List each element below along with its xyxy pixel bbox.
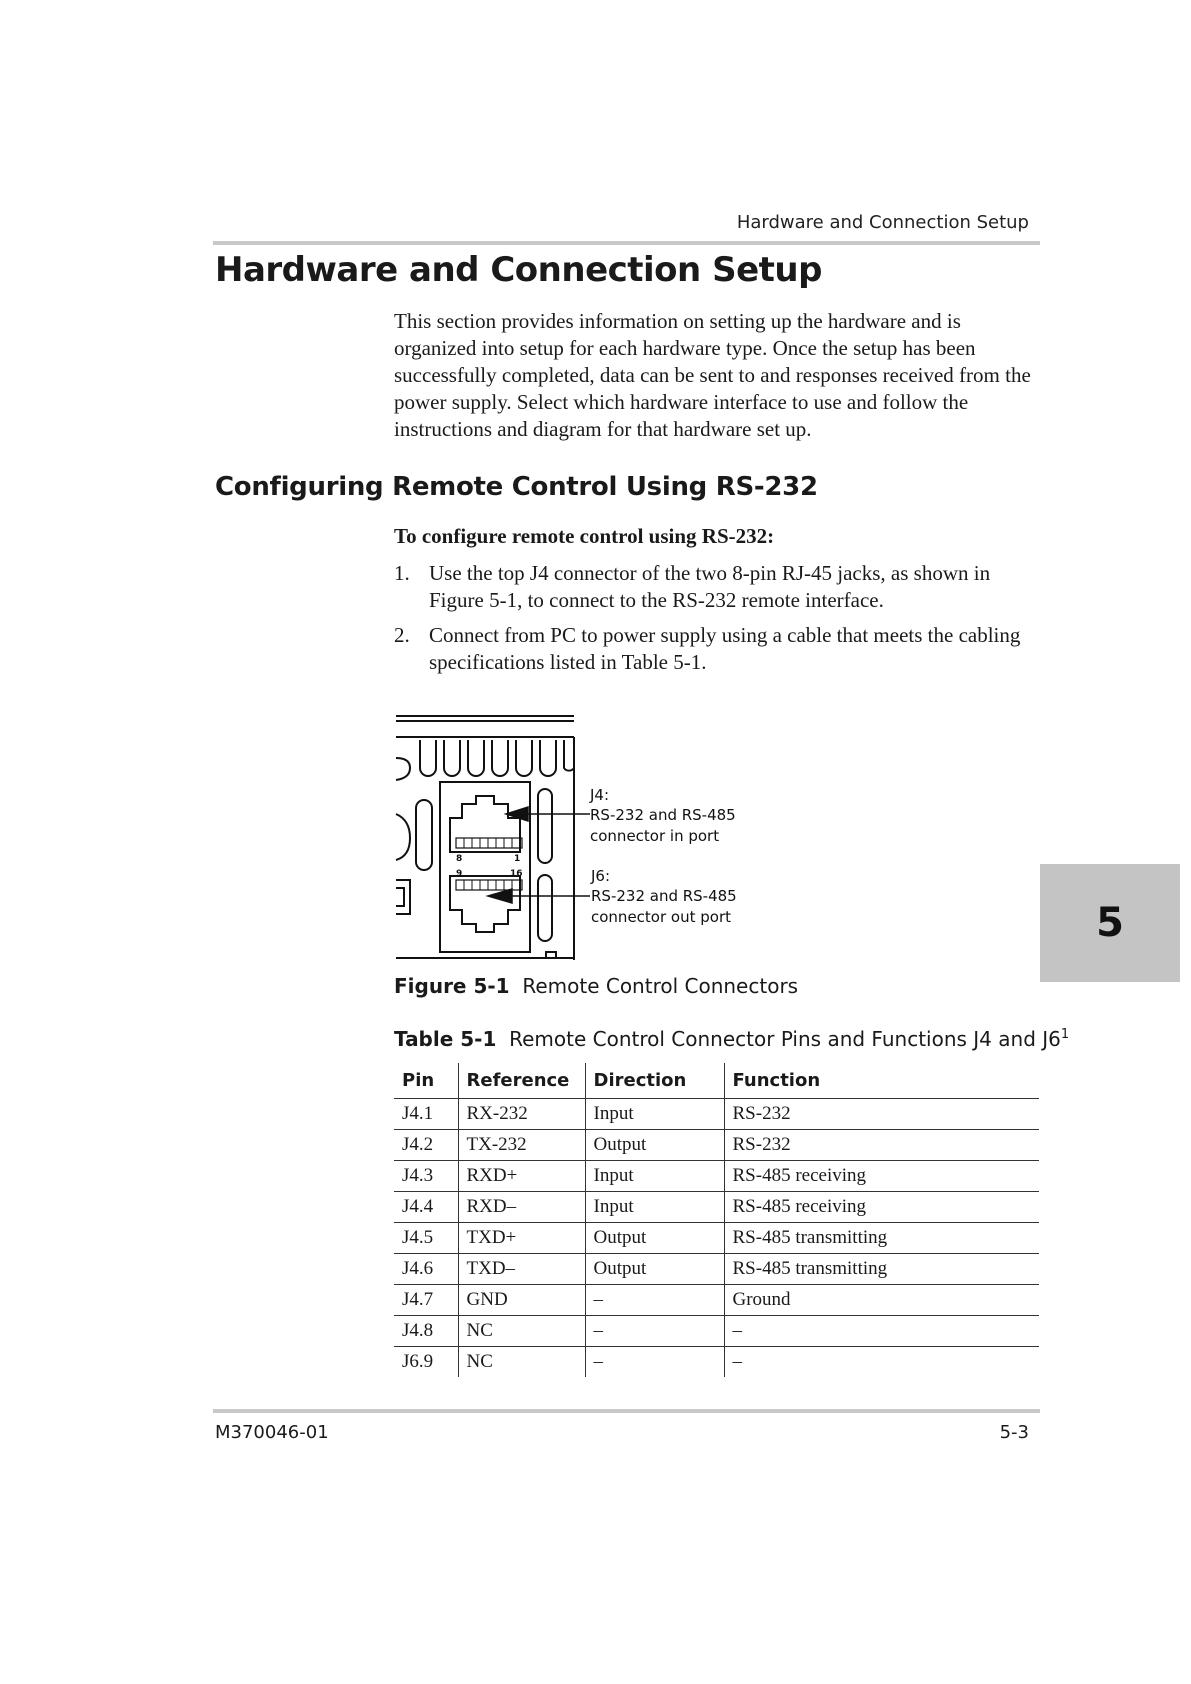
table-row (394, 1347, 1039, 1378)
running-header: Hardware and Connection Setup (736, 212, 1029, 233)
cell-pin: J4.8 (394, 1316, 458, 1347)
cell-pin: J4.2 (394, 1130, 458, 1161)
cell-pin: J4.1 (394, 1099, 458, 1130)
column-header-pin: Pin (394, 1063, 458, 1099)
cell-function: Ground (724, 1285, 1039, 1316)
cell-reference: GND (458, 1285, 585, 1316)
page-title: Hardware and Connection Setup (215, 250, 822, 290)
pin-function-table (394, 1063, 1039, 1377)
chapter-tab: 5 (1040, 864, 1180, 982)
j4-description-line2: connector in port (590, 827, 720, 845)
intro-paragraph: This section provides information on setting up the hardware and is organized into setup for each hardware type. Once the setup has been successfully completed, data can be sent to and responses received from the power supply. Select which hardware interface to use and follow the instructions and diagram for that hardware set up. (394, 309, 1031, 441)
j6-description-line2: connector out port (591, 908, 731, 926)
procedure-steps (394, 560, 1034, 684)
j4-description-line1: RS-232 and RS-485 (590, 806, 736, 824)
j4-label: J4: (590, 786, 610, 804)
table-row (394, 1161, 1039, 1192)
cell-function: RS-232 (724, 1130, 1039, 1161)
figure-caption (394, 974, 798, 998)
cell-reference: RXD+ (458, 1161, 585, 1192)
step-text: Use the top J4 connector of the two 8-pin RJ-45 jacks, as shown in Figure 5-1, to connect to the RS-232 remote interface. (429, 561, 991, 612)
table-row (394, 1223, 1039, 1254)
cell-direction: Output (585, 1223, 724, 1254)
cell-direction: Input (585, 1099, 724, 1130)
figure-caption-text: Remote Control Connectors (522, 974, 799, 998)
cell-reference: TXD+ (458, 1223, 585, 1254)
table-row (394, 1130, 1039, 1161)
cell-reference: TX-232 (458, 1130, 585, 1161)
cell-function: RS-485 receiving (724, 1161, 1039, 1192)
cell-pin: J4.4 (394, 1192, 458, 1223)
footer-rule (213, 1409, 1040, 1413)
cell-direction: – (585, 1347, 724, 1378)
table-row (394, 1285, 1039, 1316)
procedure-step (394, 622, 1034, 676)
cell-function: RS-232 (724, 1099, 1039, 1130)
header-rule (213, 241, 1040, 245)
table-header-row (394, 1063, 1039, 1099)
cell-reference: RX-232 (458, 1099, 585, 1130)
column-header-direction: Direction (585, 1063, 724, 1099)
pin-label-8: 8 (456, 854, 463, 864)
procedure-step (394, 560, 1034, 614)
cell-function: – (724, 1347, 1039, 1378)
step-number: 2. (394, 623, 410, 647)
cell-function: RS-485 transmitting (724, 1223, 1039, 1254)
table-caption (394, 1027, 1069, 1051)
cell-reference: TXD– (458, 1254, 585, 1285)
connector-diagram (394, 712, 774, 962)
cell-pin: J4.7 (394, 1285, 458, 1316)
table-caption-text: Remote Control Connector Pins and Functions J4 and J6 (509, 1027, 1061, 1051)
column-header-function: Function (724, 1063, 1039, 1099)
table-footnote-marker: 1 (1060, 1027, 1070, 1042)
table-number: Table 5-1 (394, 1027, 497, 1051)
procedure-heading: To configure remote control using RS-232: (394, 524, 775, 548)
cell-direction: Output (585, 1130, 724, 1161)
pin-label-1: 1 (514, 854, 521, 864)
table-row (394, 1316, 1039, 1347)
pin-label-16: 16 (510, 869, 523, 879)
table-row (394, 1192, 1039, 1223)
step-number: 1. (394, 561, 410, 585)
column-header-reference: Reference (458, 1063, 585, 1099)
figure-number: Figure 5-1 (394, 974, 510, 998)
cell-direction: Input (585, 1192, 724, 1223)
j6-description-line1: RS-232 and RS-485 (591, 887, 737, 905)
cell-reference: RXD– (458, 1192, 585, 1223)
cell-direction: Output (585, 1254, 724, 1285)
j6-label: J6: (591, 867, 611, 885)
cell-direction: – (585, 1316, 724, 1347)
cell-direction: Input (585, 1161, 724, 1192)
section-title: Configuring Remote Control Using RS-232 (215, 472, 818, 502)
cell-pin: J4.3 (394, 1161, 458, 1192)
cell-reference: NC (458, 1316, 585, 1347)
cell-reference: NC (458, 1347, 585, 1378)
document-number: M370046-01 (215, 1422, 329, 1443)
table-row (394, 1254, 1039, 1285)
cell-pin: J4.6 (394, 1254, 458, 1285)
cell-function: RS-485 transmitting (724, 1254, 1039, 1285)
pin-label-9: 9 (456, 869, 463, 879)
cell-pin: J6.9 (402, 1351, 434, 1372)
page-number: 5-3 (999, 1422, 1029, 1443)
cell-function: RS-485 receiving (724, 1192, 1039, 1223)
cell-function: – (724, 1316, 1039, 1347)
cell-direction: – (585, 1285, 724, 1316)
cell-pin: J4.5 (394, 1223, 458, 1254)
table-row (394, 1099, 1039, 1130)
step-text: Connect from PC to power supply using a cable that meets the cabling specifications listed in Table 5-1. (429, 623, 1021, 674)
